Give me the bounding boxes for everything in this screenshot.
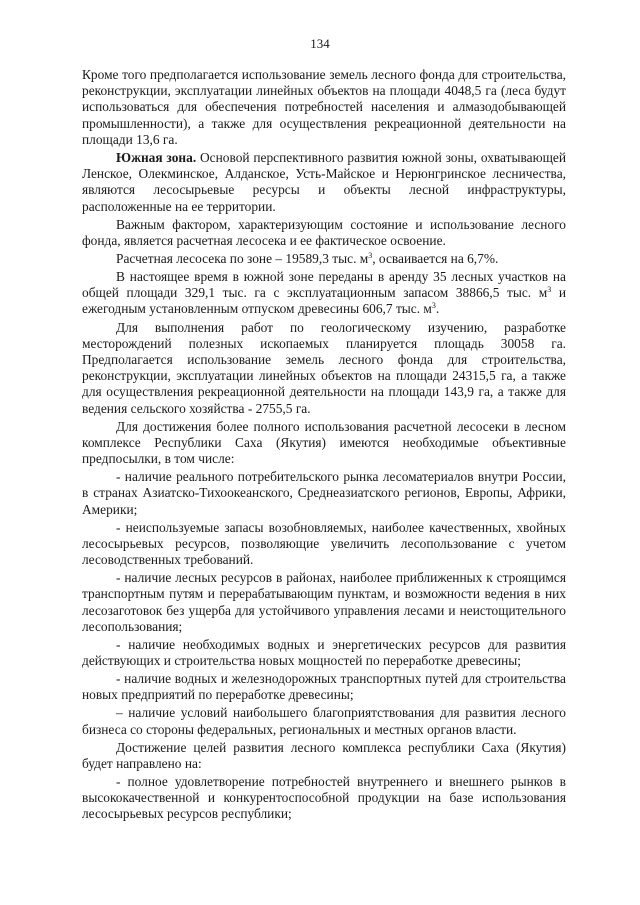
allowable-cut-text: Расчетная лесосека по зоне – 19589,3 тыс. м bbox=[116, 250, 369, 266]
document-body bbox=[82, 67, 566, 825]
paragraph-leased-plots bbox=[82, 269, 566, 318]
paragraph-land-use: Кроме того предполагается использование земель лесного фонда для строительства, реконструкции, эксплуатации линейных объектов на площади 4048,5 га (леса будут использоваться для обеспечения потребностей населения и алмазодобывающей промышленности), а также для осуществления рекреационной деятельности на площади 13,6 га. bbox=[82, 67, 566, 147]
superscript: 3 bbox=[431, 301, 436, 311]
south-zone-heading: Южная зона. bbox=[116, 149, 197, 165]
paragraph-south-zone bbox=[82, 150, 566, 215]
list-item: - неиспользуемые запасы возобновляемых, наиболее качественных, хвойных лесосырьевых ресурсов, позволяющие увеличить лесопользование с учетом лесоводственных требований. bbox=[82, 519, 566, 568]
paragraph-goals: Достижение целей развития лесного комплекса республики Саха (Якутия) будет направлено на: bbox=[82, 739, 566, 771]
list-item: – наличие условий наибольшего благоприятствования для развития лесного бизнеса со стороны федеральных, региональных и местных органов власти. bbox=[82, 705, 566, 737]
page-number: 134 bbox=[310, 36, 330, 51]
leased-plots-text-mid: и ежегодным установленным отпуском древесины 606,7 тыс. м bbox=[82, 285, 566, 317]
leased-plots-text: В настоящее время в южной зоне переданы в аренду 35 лесных участков на общей площади 329,1 тыс. га с эксплуатационным запасом 38866,5 тыс. м bbox=[82, 269, 566, 301]
paragraph-important-factor: Важным фактором, характеризующим состояние и использование лесного фонда, является расчетная лесосека и ее фактическое освоение. bbox=[82, 216, 566, 248]
paragraph-allowable-cut bbox=[82, 251, 566, 267]
list-item: - полное удовлетворение потребностей внутреннего и внешнего рынков в высококачественной и конкурентоспособной продукции на базе использования лесосырьевых ресурсов республики; bbox=[82, 774, 566, 822]
list-item: - наличие водных и железнодорожных транспортных путей для строительства новых предприятий по переработке древесины; bbox=[82, 671, 566, 703]
allowable-cut-text-end: , осваивается на 6,7%. bbox=[372, 250, 499, 266]
paragraph-geology: Для выполнения работ по геологическому изучению, разработке месторождений полезных ископаемых планируется площадь 30058 га. Предполагается использование земель лесного фонда для строительства, реконструкции, эксплуатации линейных объектов на площади 24315,5 га, а также для осуществления рекреационной деятельности на площади 143,9 га, а также для ведения сельского хозяйства - 2755,5 га. bbox=[82, 319, 566, 416]
list-item: - наличие лесных ресурсов в районах, наиболее приближенных к строящимся транспортным путям и перерабатывающим пунктам, и возможности ведения в них лесозаготовок без ущерба для устойчивого управления лесами и неистощительного лесопользования; bbox=[82, 570, 566, 634]
south-zone-text: Основой перспективного развития южной зоны, охватывающей Ленское, Олекминское, Алданское, Усть-Майское и Нерюнгринское лесничества, являются лесосырьевые ресурсы и объекты лесной инфраструктуры, расположенные на ее территории. bbox=[82, 149, 566, 214]
list-item: - наличие необходимых водных и энергетических ресурсов для развития действующих и строительства новых мощностей по переработке древесины; bbox=[82, 636, 566, 669]
leased-plots-text-end: . bbox=[435, 301, 440, 317]
list-item: - наличие реального потребительского рынка лесоматериалов внутри России, в странах Азиатско-Тихоокеанского, Среднеазиатского регионов, Европы, Африки, Америки; bbox=[82, 469, 566, 517]
paragraph-prerequisites: Для достижения более полного использования расчетной лесосеки в лесном комплексе Республики Саха (Якутия) имеются необходимые объективные предпосылки, в том числе: bbox=[82, 418, 566, 467]
superscript: 3 bbox=[368, 250, 373, 260]
superscript: 3 bbox=[547, 285, 552, 295]
